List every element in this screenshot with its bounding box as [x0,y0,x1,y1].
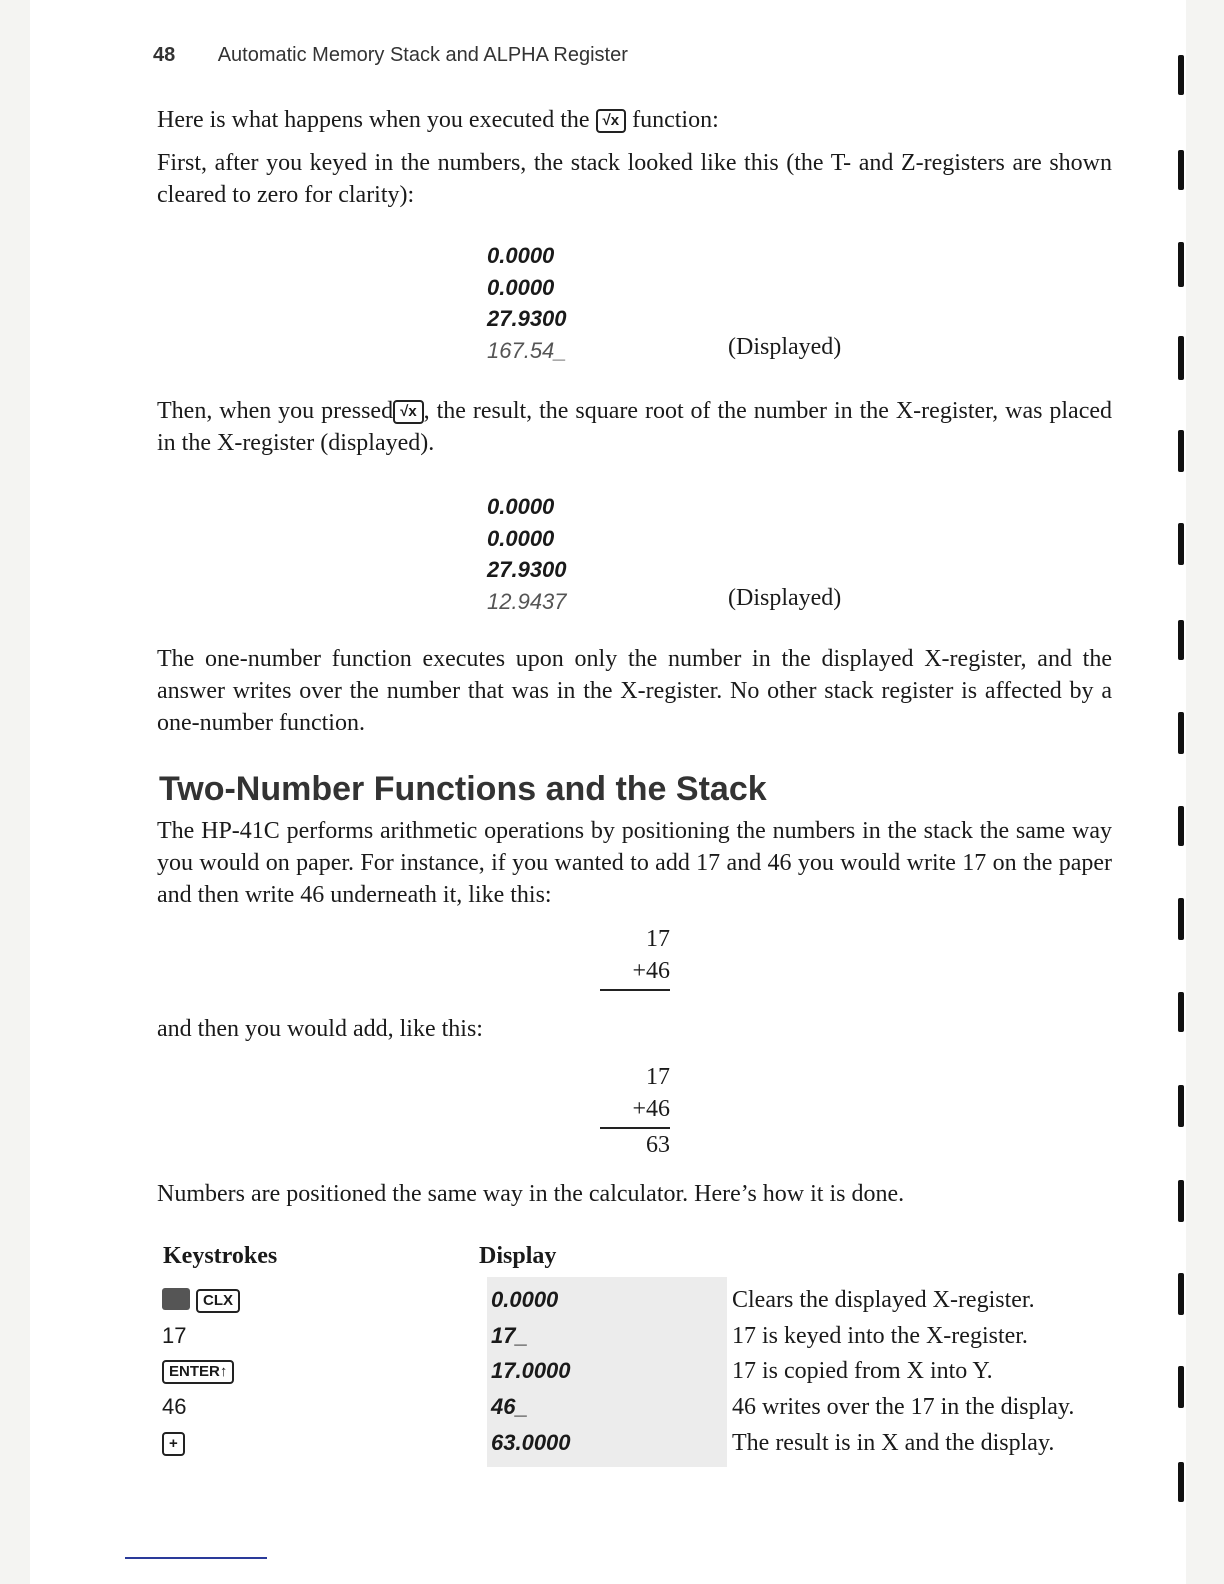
keystroke-cell [162,1430,185,1456]
y-register: 27.9300 [487,557,567,582]
intro-line [157,104,1112,136]
x-register: 12.9437 [487,588,567,614]
display-cell: 17.0000 [491,1358,571,1383]
table-row [0,1287,1224,1323]
t-register: 0.0000 [487,243,555,268]
keystroke-cell [162,1287,240,1313]
description-cell: Clears the displayed X-register. [732,1287,1035,1313]
addend-17: 17 [646,1064,670,1090]
z-register: 0.0000 [487,274,555,300]
display-cell: 17_ [491,1323,528,1348]
addend-46: +46 [632,958,670,984]
running-header [153,44,628,67]
stack-before [487,240,567,366]
keystrokes-header: Keystrokes [163,1243,278,1269]
y-register: 27.9300 [487,306,567,331]
clx-key-icon: CLX [196,1289,240,1313]
sqrt-key-icon: √x [393,400,424,424]
table-row [0,1358,1224,1394]
t-register: 0.0000 [487,494,555,519]
addend-17: 17 [646,926,670,952]
table-row [0,1323,1224,1359]
two-number-paragraph: The HP-41C performs arithmetic operations by positioning the numbers in the stack the same way you would on paper. For instance, if you wanted to add 17 and 46 you would write 17 on the paper and then write 46 underneath it, like this: [157,818,1112,908]
display-cell: 0.0000 [491,1287,559,1312]
keystroke-cell: 17 [162,1323,187,1348]
sum-rule [600,989,670,991]
description-cell: 17 is keyed into the X-register. [732,1323,1028,1349]
sqrt-key-icon: √x [596,109,627,133]
stack-after [487,491,567,617]
displayed-label: (Displayed) [728,334,842,360]
displayed-label: (Displayed) [728,585,842,611]
shift-key-icon [162,1288,190,1310]
x-register: 167.54_ [487,337,567,363]
addition-setup [600,923,670,991]
footer-rule [125,1557,267,1559]
addition-result [600,1061,670,1161]
one-number-paragraph: The one-number function executes upon only the number in the displayed X-register, and the answer writes over the number that was in the X-register. No other stack register is affected by a one-number function. [157,646,1112,736]
keystroke-cell: 46 [162,1394,187,1419]
then-paragraph [157,395,1112,459]
section-title: Two-Number Functions and the Stack [159,770,767,808]
positioned-paragraph: Numbers are positioned the same way in the calculator. Here’s how it is done. [157,1181,905,1207]
table-row [0,1430,1224,1466]
then-text: Then, when you pressed [157,398,394,424]
display-cell: 63.0000 [491,1430,571,1455]
add-paragraph: and then you would add, like this: [157,1016,483,1042]
chapter-title: Automatic Memory Stack and ALPHA Register [217,44,628,66]
z-register: 0.0000 [487,525,555,551]
display-cell: 46_ [491,1394,528,1419]
page-number: 48 [153,44,176,66]
keystroke-cell [162,1358,234,1384]
intro-text-end: function: [632,107,719,133]
table-row [0,1394,1224,1430]
then-text-end: , the result, the square root of the number in the X-register, was placed in the X-register (displayed). [157,398,1112,456]
description-cell: The result is in X and the display. [732,1430,1055,1456]
display-header: Display [479,1243,557,1269]
description-cell: 46 writes over the 17 in the display. [732,1394,1075,1420]
description-cell: 17 is copied from X into Y. [732,1358,993,1384]
addend-46: +46 [632,1096,670,1122]
plus-key-icon: + [162,1432,185,1456]
sum-63: 63 [646,1132,670,1158]
intro-text: Here is what happens when you executed the [157,107,590,133]
stack-intro-paragraph: First, after you keyed in the numbers, the stack looked like this (the T- and Z-registers are shown cleared to zero for clarity): [157,150,1112,208]
enter-key-icon: ENTER↑ [162,1360,234,1384]
